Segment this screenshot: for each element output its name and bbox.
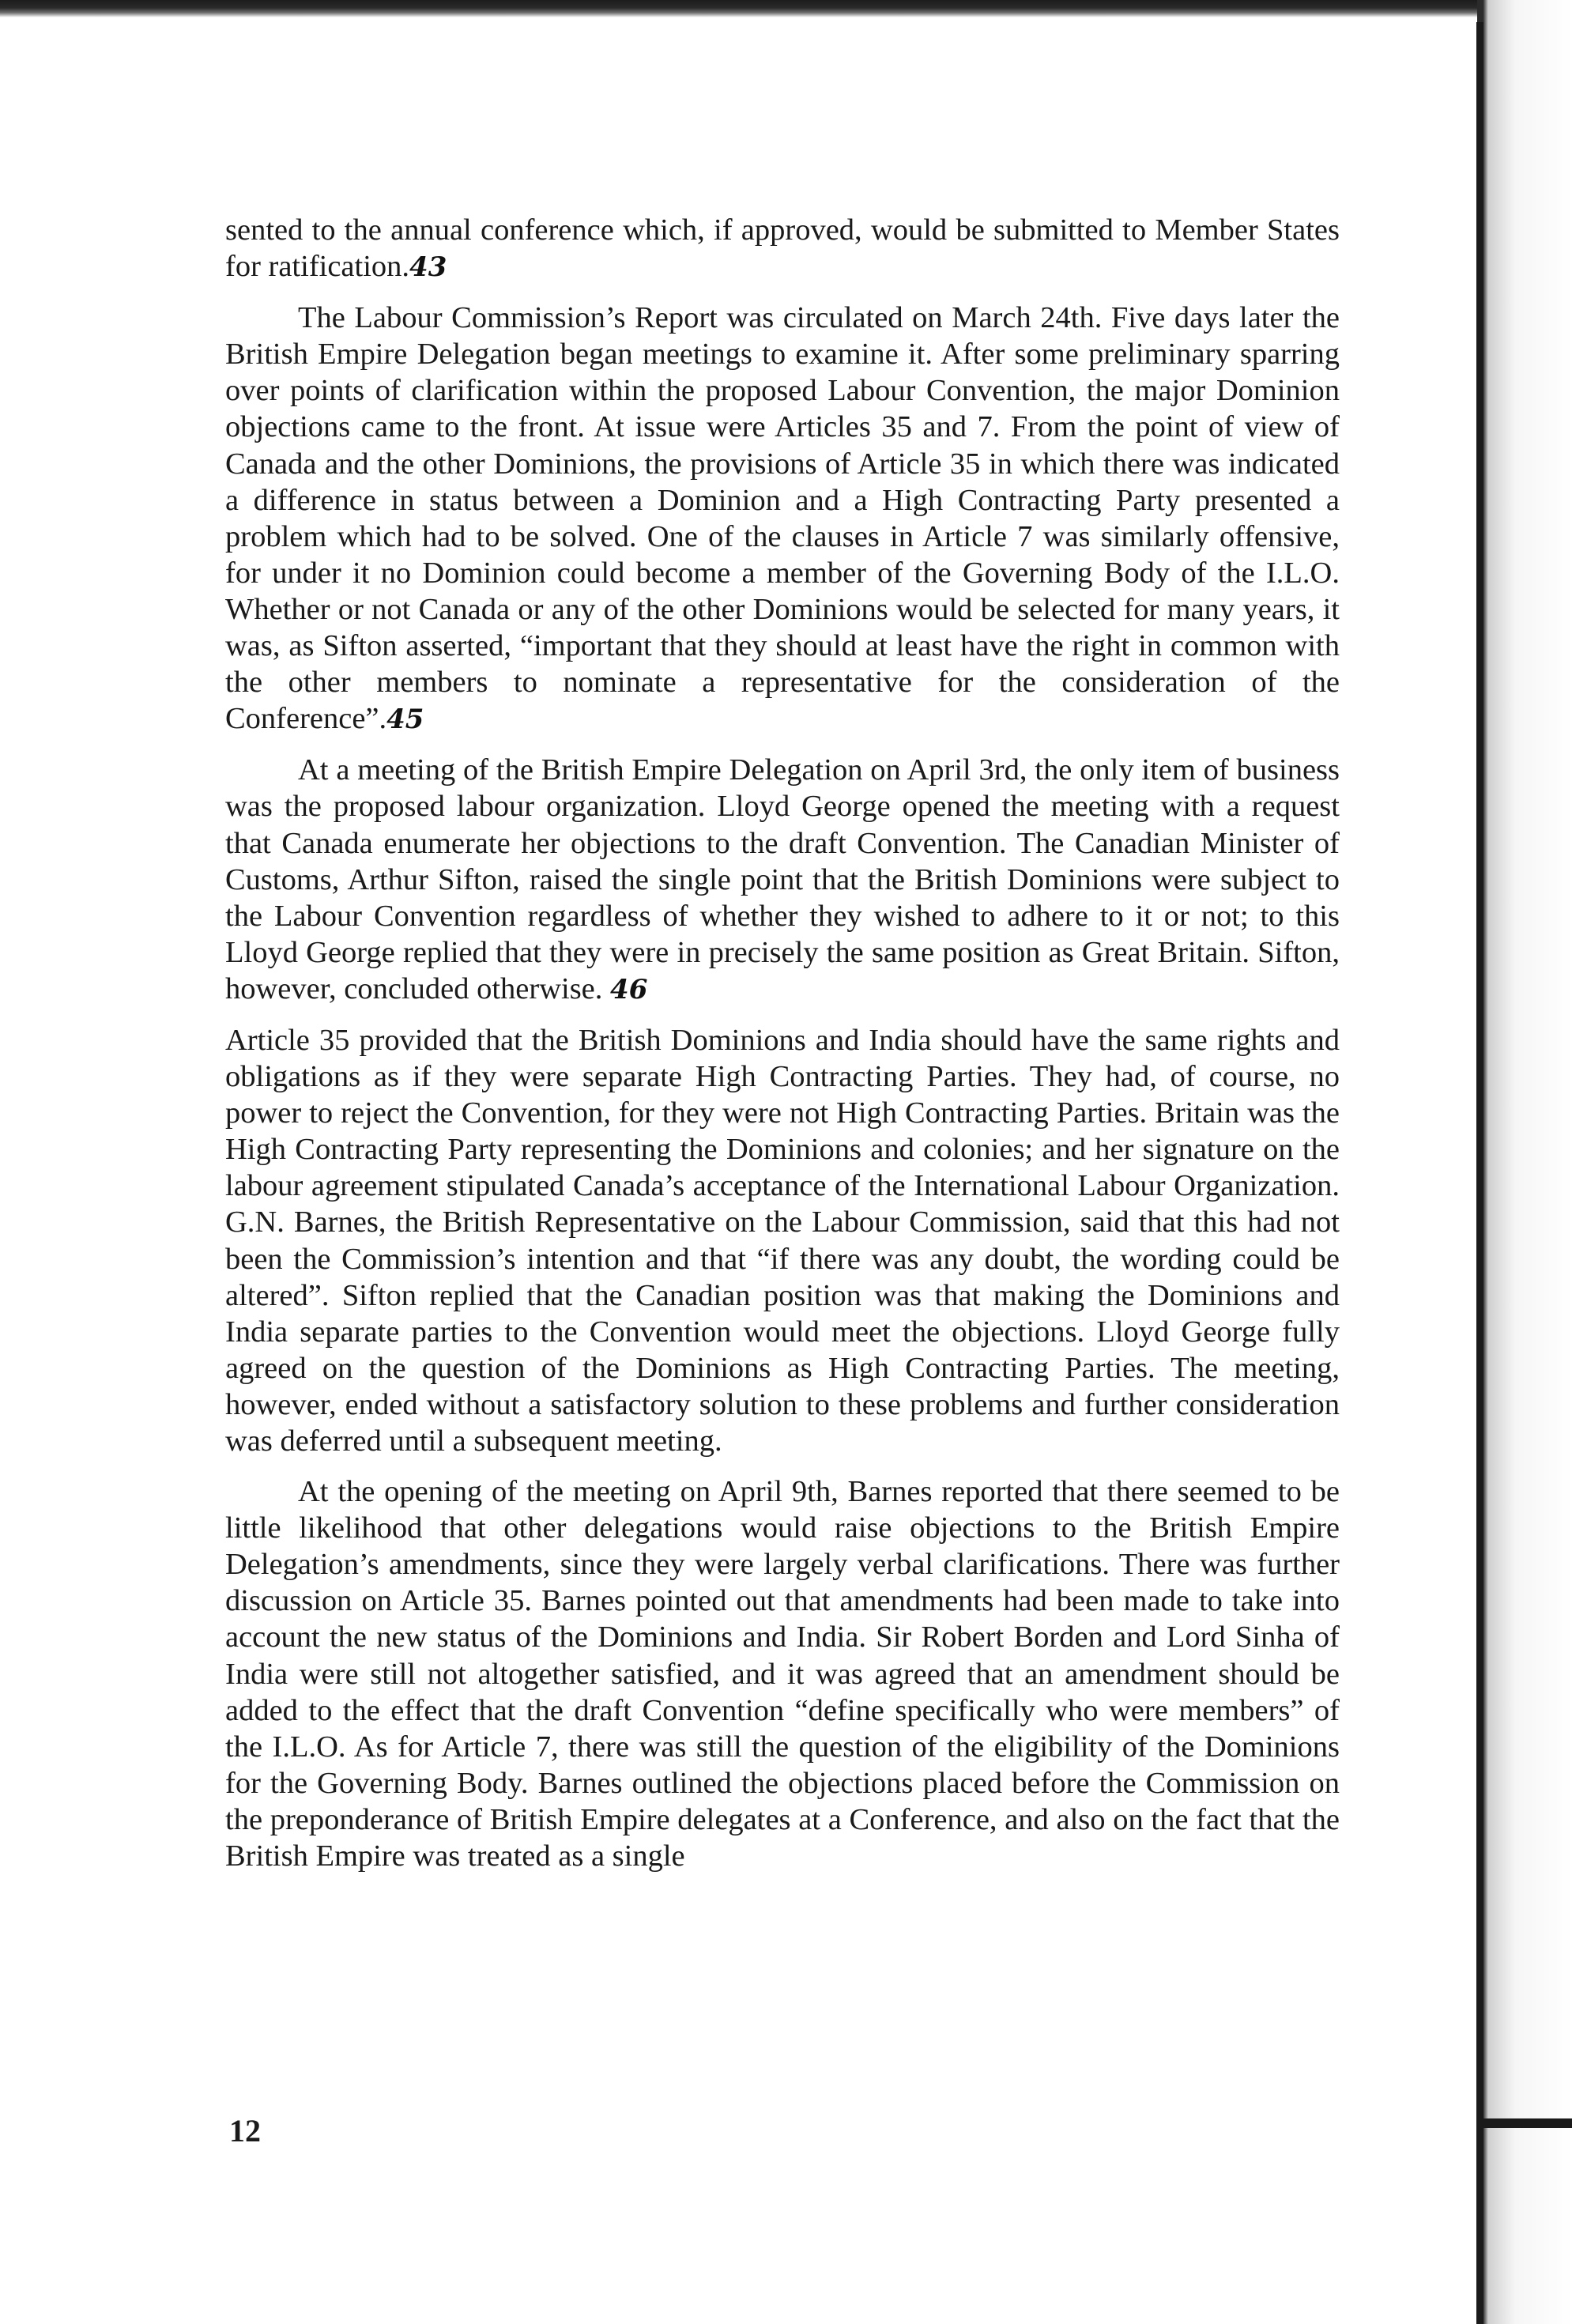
paragraph-1: sented to the annual conference which, if approved, would be submitted to Member States for ratification.43 [225,213,1340,284]
paragraph-5: At the opening of the meeting on April 9th, Barnes reported that there seemed to be little likelihood that other delegations would raise objections to the British Empire Delegation’s amendments, since they were largely verbal clarifications. There was further discussion on Article 35. Barnes pointed out that amendments had been made to take into account the new status of the Dominions and India. Sir Robert Borden and Lord Sinha of India were still not altogether satisfied, and it was agreed that an amendment should be added to the effect that the draft Convention “define specifically who were members” of the I.L.O. As for Article 7, there was still the question of the eligibility of the Dominions for the Governing Body. Barnes outlined the objections placed before the Commission on the preponderance of British Empire delegates at a Conference, and also on the fact that the British Empire was treated as a single [225,1475,1340,1873]
paragraph-2: The Labour Commission’s Report was circulated on March 24th. Five days later the British Empire Delegation began meetings to examine it. After some preliminary sparring over points of clarification within the proposed Labour Convention, the major Dominion objections came to the front. At issue were Articles 35 and 7. From the point of view of Canada and the other Dominions, the provisions of Article 35 in which there was indicated a difference in status between a Dominion and a High Contracting Party presented a problem which had to be solved. One of the clauses in Article 7 was similarly offensive, for under it no Dominion could become a member of the Governing Body of the I.L.O. Whether or not Canada or any of the other Dominions would be selected for many years, it was, as Sifton asserted, “important that they should at least have the right in common with the other members to nominate a representative for the consideration of the Conference”.45 [225,301,1340,736]
scan-page-edge [1483,0,1572,2324]
scan-edge-mark [1479,2118,1572,2128]
handwritten-note-number: 45 [386,704,424,736]
paragraph-3: At a meeting of the British Empire Delegation on April 3rd, the only item of business was the proposed labour organization. Lloyd George opened the meeting with a request that Canada enumerate her objections to the draft Convention. The Canadian Minister of Customs, Arthur Sifton, raised the single point that the British Dominions were subject to the Labour Convention regardless of whether they wished to adhere to it or not; to this Lloyd George replied that they were in precisely the same position as Great Britain. Sifton, however, concluded otherwise. 46 [225,753,1340,1005]
scan-top-border [0,0,1572,17]
handwritten-note-number: 43 [409,251,447,284]
page-number: 12 [229,2113,261,2149]
body-text [225,212,1340,1888]
handwritten-note-number: 46 [610,973,648,1005]
paragraph-4: Article 35 provided that the British Dominions and India should have the same rights and obligations as if they were separate High Contracting Parties. They had, of course, no power to reject the Convention, for they were not High Contracting Parties. Britain was the High Contracting Party representing the Dominions and colonies; and her signature on the labour agreement stipulated Canada’s acceptance of the International Labour Organization. G.N. Barnes, the British Representative on the Labour Commission, said that this had not been the Commission’s intention and that “if there was any doubt, the wording could be altered”. Sifton replied that the Canadian position was that making the Dominions and India separate parties to the Convention would meet the objections. Lloyd George fully agreed on the question of the Dominions as High Contracting Parties. The meeting, however, ended without a satisfactory solution to these problems and further consideration was deferred until a subsequent meeting. [225,1023,1340,1458]
scan-binding-rule [1476,22,1483,2324]
